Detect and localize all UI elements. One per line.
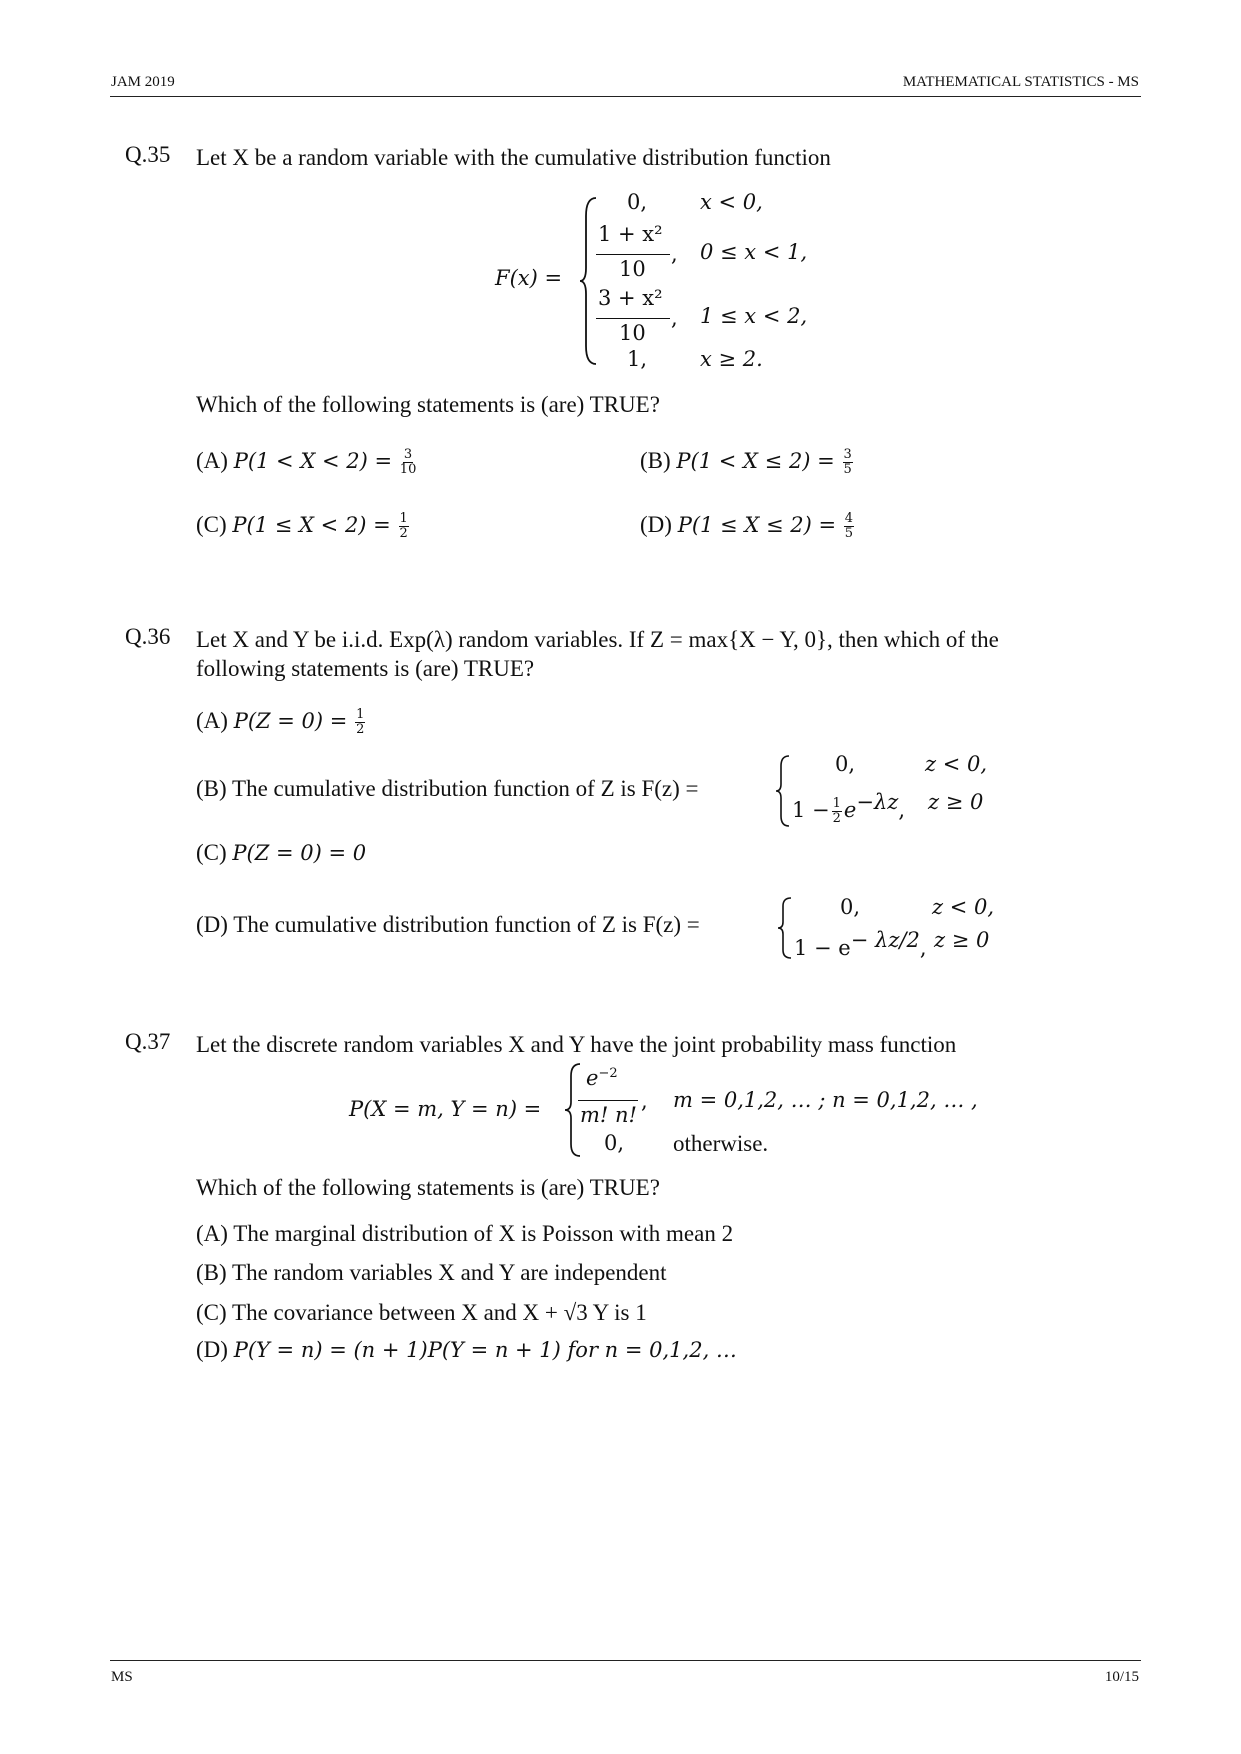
option-expression: P(Z = 0) = 0 <box>232 841 367 865</box>
footer-page-number: 10/15 <box>1104 1669 1139 1685</box>
q36-b-cases-brace <box>775 754 793 828</box>
q36-b-case2-condition: z ≥ 0 <box>928 790 984 814</box>
q35-case1-condition: x < 0, <box>700 190 763 214</box>
option-label: (A) <box>196 1221 228 1246</box>
q36-b-case1-condition: z < 0, <box>925 752 988 776</box>
q35-case4-condition: x ≥ 2. <box>700 347 763 371</box>
option-label: (C) <box>196 1300 227 1325</box>
q35-case3-fraction-bar <box>596 318 670 319</box>
q37-number: Q.37 <box>125 1029 171 1054</box>
option-fraction: $\frac{1}{2}$ <box>399 511 408 542</box>
q35-option-d[interactable] <box>640 512 856 541</box>
option-label: (C) <box>196 840 227 865</box>
q37-case2-value: 0, <box>604 1131 625 1155</box>
q35-cases-brace <box>578 196 600 366</box>
q35-case2-fraction-bar <box>596 254 670 255</box>
q37-option-a[interactable] <box>196 1221 733 1247</box>
q36-d-case1-condition: z < 0, <box>932 895 995 919</box>
q36-option-b[interactable] <box>196 776 699 802</box>
q35-stem: Let X be a random variable with the cumulative distribution function <box>196 145 831 170</box>
q36-b-case2-expression: 1 − $\frac{1}{2}$ $e^{-\lambda z}$, <box>792 790 906 826</box>
q36-number: Q.36 <box>125 624 171 649</box>
q37-case1-denominator: m! n! <box>580 1103 637 1127</box>
q37-question: Which of the following statements is (are) TRUE? <box>196 1175 660 1200</box>
option-label: (B) <box>640 448 671 473</box>
q37-case1-comma: , <box>641 1089 648 1113</box>
q36-option-a[interactable] <box>196 708 367 737</box>
q36-b-case1-value: 0, <box>835 752 856 776</box>
q36-option-c[interactable] <box>196 840 366 866</box>
q35-case1-value: 0, <box>627 190 648 214</box>
option-label: (D) <box>196 1337 228 1362</box>
q36-stem-line2: following statements is (are) TRUE? <box>196 656 535 681</box>
option-expression: P(1 ≤ X < 2) = <box>232 513 391 537</box>
option-label: (A) <box>196 708 228 733</box>
q37-pmf-lhs: P(X = m, Y = n) = <box>349 1097 542 1121</box>
option-expression: P(1 ≤ X ≤ 2) = <box>677 513 837 537</box>
option-label: (D) <box>640 512 672 537</box>
option-expression: P(1 < X < 2) = <box>233 449 393 473</box>
q36-d-case2-condition: z ≥ 0 <box>934 928 990 952</box>
q35-case2-condition: 0 ≤ x < 1, <box>700 240 808 264</box>
q35-case3-denominator: 10 <box>619 321 646 345</box>
q37-case1-numerator: $e^{-2}$ <box>586 1066 618 1090</box>
q36-d-cases-brace <box>777 896 795 960</box>
q35-question: Which of the following statements is (are) TRUE? <box>196 392 660 417</box>
q35-number: Q.35 <box>125 142 171 167</box>
option-text: The cumulative distribution function of Z is F(z) = <box>232 776 699 801</box>
q37-case2-condition: otherwise. <box>673 1131 769 1156</box>
option-text: The random variables X and Y are independent <box>232 1260 667 1285</box>
option-expression: P(1 < X ≤ 2) = <box>676 449 835 473</box>
option-label: (C) <box>196 512 227 537</box>
option-label: (D) <box>196 912 228 937</box>
q35-case3-comma: , <box>671 306 678 330</box>
option-text: The cumulative distribution function of Z is F(z) = <box>233 912 700 937</box>
q35-option-a[interactable] <box>196 448 418 477</box>
header-exam-title: JAM 2019 <box>111 74 175 90</box>
option-label: (B) <box>196 1260 227 1285</box>
q35-case2-comma: , <box>671 242 678 266</box>
option-expression: P(Z = 0) = <box>233 709 348 733</box>
q35-case2-numerator: 1 + x² <box>598 222 663 246</box>
q37-option-c[interactable] <box>196 1300 647 1326</box>
option-fraction: $\frac{4}{5}$ <box>844 511 854 542</box>
header-paper-title: MATHEMATICAL STATISTICS - MS <box>902 74 1139 90</box>
q35-cdf-lhs: F(x) = <box>495 266 563 290</box>
option-fraction: $\frac{1}{2}$ <box>356 707 365 738</box>
option-label: (B) <box>196 776 227 801</box>
q36-d-case1-value: 0, <box>840 895 861 919</box>
option-text: P(Y = n) = (n + 1)P(Y = n + 1) for n = 0,1,2, … <box>233 1338 737 1362</box>
header-rule <box>110 96 1141 97</box>
option-fraction: $\frac{3}{10}$ <box>399 447 417 478</box>
q37-stem: Let the discrete random variables X and Y have the joint probability mass function <box>196 1032 957 1057</box>
q35-case3-numerator: 3 + x² <box>598 286 663 310</box>
q35-case3-condition: 1 ≤ x < 2, <box>700 304 808 328</box>
footer-rule <box>110 1660 1141 1661</box>
q35-case2-denominator: 10 <box>619 257 646 281</box>
q36-stem-line1: Let X and Y be i.i.d. Exp(λ) random variables. If Z = max{X − Y, 0}, then which of the <box>196 627 999 652</box>
q35-option-c[interactable] <box>196 512 411 541</box>
q37-case1-fraction-bar <box>578 1100 638 1101</box>
option-text: The marginal distribution of X is Poisson with mean 2 <box>233 1221 734 1246</box>
q37-option-b[interactable] <box>196 1260 667 1286</box>
q35-option-b[interactable] <box>640 448 855 477</box>
option-text: The covariance between X and X + √3 Y is 1 <box>232 1300 647 1325</box>
q36-d-case2-expression: $1 - e^{- \lambda z/2}$, <box>794 928 927 960</box>
q36-option-d[interactable] <box>196 912 700 938</box>
q37-option-d[interactable] <box>196 1337 737 1363</box>
q37-case1-condition: m = 0,1,2, … ; n = 0,1,2, … , <box>673 1088 978 1112</box>
footer-paper-code: MS <box>111 1669 133 1685</box>
q35-case4-value: 1, <box>627 347 648 371</box>
option-fraction: $\frac{3}{5}$ <box>843 447 852 478</box>
option-label: (A) <box>196 448 228 473</box>
